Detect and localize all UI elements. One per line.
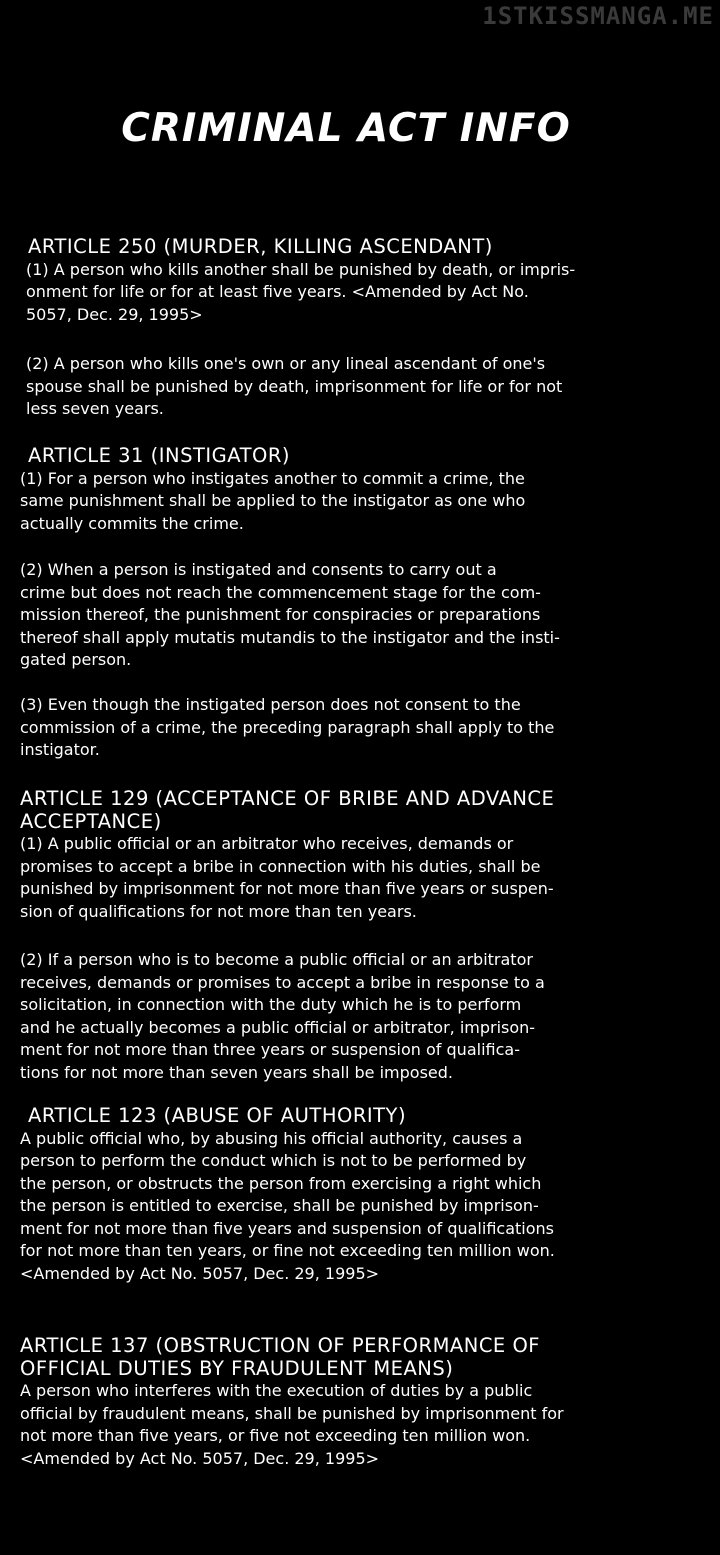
article-heading: ARTICLE 129 (ACCEPTANCE OF BRIBE AND ADVANCE ACCEPTANCE) (20, 787, 555, 833)
article-250 (26, 236, 716, 326)
article-paragraph: (2) If a person who is to become a public official or an arbitrator receives, demands or promises to accept a bribe in response to a solicitation, in connection with the duty which he is to perform and he actually becomes a public official or arbitrator, imprison- ment for not more than three years or suspension of qualifica- tions for not more than seven years shall be imposed. (20, 950, 545, 1082)
article-paragraph: (2) When a person is instigated and consents to carry out a crime but does not reach the commencement stage for the com- mission thereof, the punishment for conspiracies or preparations thereof shall apply mutatis mutandis to the instigator and the insti- gated person. (20, 560, 560, 669)
article-123 (20, 1105, 710, 1285)
article-paragraph: (1) For a person who instigates another to commit a crime, the same punishment shall be applied to the instigator as one who actually commits the crime. (20, 468, 526, 533)
article-paragraph: (3) Even though the instigated person does not consent to the commission of a crime, the preceding paragraph shall apply to the instigator. (20, 695, 555, 759)
article-137 (20, 1335, 710, 1470)
article-paragraph: (2) A person who kills one's own or any lineal ascendant of one's spouse shall be punished by death, imprisonment for life or for not less seven years. (26, 354, 563, 418)
article-129-para-2 (20, 949, 710, 1084)
article-heading: ARTICLE 137 (OBSTRUCTION OF PERFORMANCE OF OFFICIAL DUTIES BY FRAUDULENT MEANS) (20, 1334, 541, 1380)
site-watermark: 1STKISSMANGA.ME (482, 2, 714, 30)
article-paragraph: (1) A public official or an arbitrator who receives, demands or promises to accept a bribe in connection with his duties, shall be punished by imprisonment for not more than five years or suspen- sion of qualifications for not more than ten years. (20, 834, 554, 921)
page-title: CRIMINAL ACT INFO (121, 106, 571, 151)
article-paragraph: A public official who, by abusing his official authority, causes a person to perform the conduct which is not to be performed by the person, or obstructs the person from exercising a right which the person is entitled to exercise, shall be punished by imprison- ment for not more than five years and suspension of qualifications for not more than ten years, or fine not exceeding ten million won. <Amended by Act No. 5057, Dec. 29, 1995> (20, 1128, 555, 1283)
article-paragraph: A person who interferes with the execution of duties by a public official by fraudulent means, shall be punished by imprisonment for not more than five years, or five not exceeding ten million won. <Amended by Act No. 5057, Dec. 29, 1995> (20, 1381, 564, 1468)
article-129 (20, 788, 710, 923)
article-heading: ARTICLE 123 (ABUSE OF AUTHORITY) (28, 1104, 407, 1127)
article-31 (20, 445, 710, 535)
article-31-para-2 (20, 559, 710, 672)
article-heading: ARTICLE 31 (INSTIGATOR) (28, 444, 290, 467)
article-31-para-3 (20, 694, 710, 762)
article-250-para-2 (26, 353, 716, 421)
article-heading: ARTICLE 250 (MURDER, KILLING ASCENDANT) (28, 235, 493, 258)
article-paragraph: (1) A person who kills another shall be punished by death, or impris- onment for life or for at least five years. <Amended by Act No. 5057, Dec. 29, 1995> (26, 259, 576, 324)
